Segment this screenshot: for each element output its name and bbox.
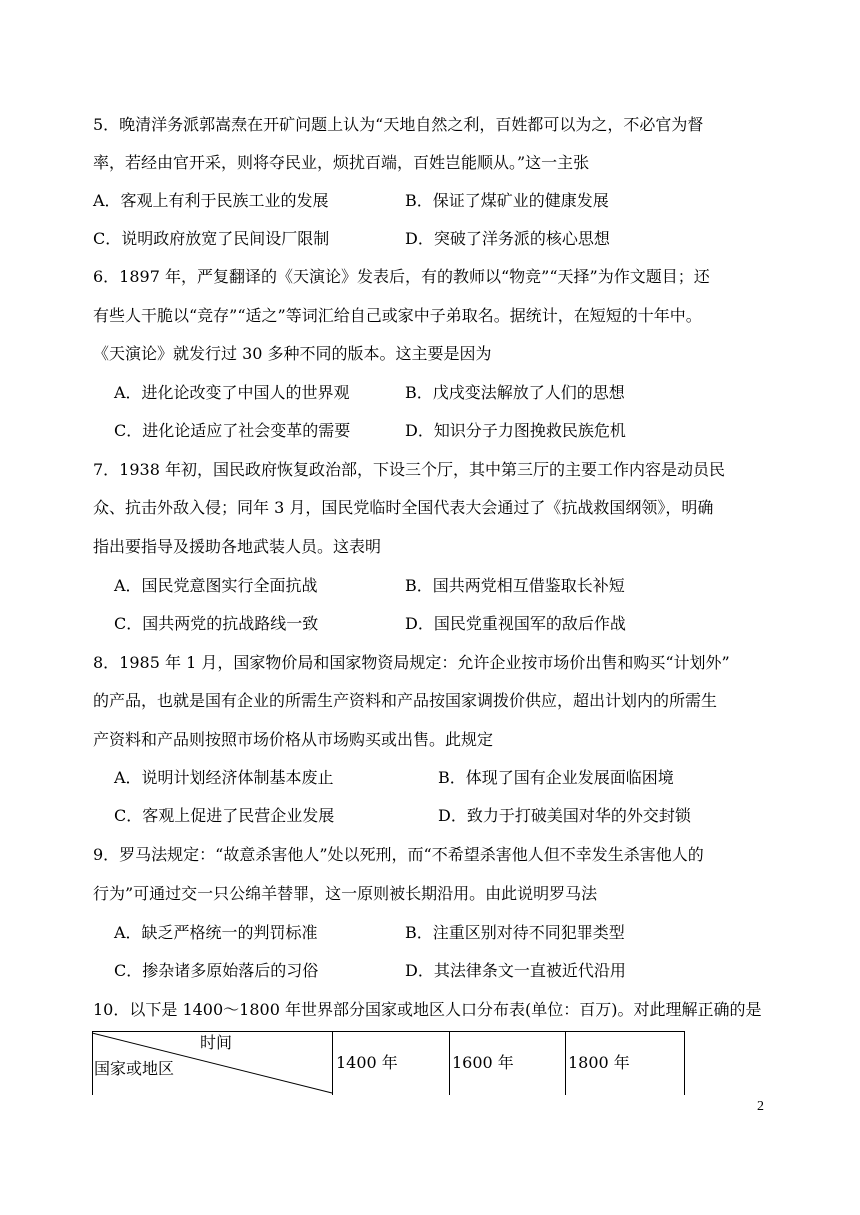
question-7-option-d: D．国民党重视国军的敌后作战 xyxy=(405,614,626,633)
question-10-line-1: 10．以下是 1400～1800 年世界部分国家或地区人口分布表(单位：百万)。对此理解正确的是 xyxy=(93,1000,762,1019)
question-5-line-1: 5．晚清洋务派郭嵩焘在开矿问题上认为“天地自然之利，百姓都可以为之，不必官为督 xyxy=(93,115,704,134)
question-9-option-b: B．注重区别对待不同犯罪类型 xyxy=(405,923,625,942)
question-8-option-c: C．客观上促进了民营企业发展 xyxy=(114,806,335,825)
question-9-option-d: D．其法律条文一直被近代沿用 xyxy=(405,961,626,980)
question-5-option-b: B．保证了煤矿业的健康发展 xyxy=(405,191,609,210)
question-6-option-a: A．进化论改变了中国人的世界观 xyxy=(114,383,350,402)
question-8-line-1: 8．1985 年 1 月，国家物价局和国家物资局规定：允许企业按市场价出售和购买“计划外” xyxy=(93,653,730,672)
question-9-option-c: C．掺杂诸多原始落后的习俗 xyxy=(114,961,319,980)
question-9-line-2: 行为”可通过交一只公绵羊替罪，这一原则被长期沿用。由此说明罗马法 xyxy=(93,884,598,903)
table-column-1400: 1400 年 xyxy=(336,1053,398,1072)
question-7-option-b: B．国共两党相互借鉴取长补短 xyxy=(405,576,625,595)
question-9-option-a: A．缺乏严格统一的判罚标准 xyxy=(114,923,318,942)
question-5-line-2: 率，若经由官开采，则将夺民业，烦扰百端，百姓岂能顺从。”这一主张 xyxy=(93,153,590,172)
question-6-line-3: 《天演论》就发行过 30 多种不同的版本。这主要是因为 xyxy=(93,344,492,363)
table-border-right xyxy=(684,1031,685,1095)
question-7-option-a: A．国民党意图实行全面抗战 xyxy=(114,576,318,595)
question-8-option-a: A．说明计划经济体制基本废止 xyxy=(114,768,334,787)
question-7-line-3: 指出要指导及援助各地武装人员。这表明 xyxy=(93,537,382,556)
question-6-option-b: B．戊戌变法解放了人们的思想 xyxy=(405,383,625,402)
question-6-line-1: 6．1897 年，严复翻译的《天演论》发表后，有的教师以“物竞”“天择”为作文题目；还 xyxy=(93,267,710,286)
question-7-line-1: 7．1938 年初，国民政府恢复政治部，下设三个厅，其中第三厅的主要工作内容是动员民 xyxy=(93,460,725,479)
question-6-option-d: D．知识分子力图挽救民族危机 xyxy=(405,421,626,440)
question-6-option-c: C．进化论适应了社会变革的需要 xyxy=(114,421,351,440)
question-5-option-c: C．说明政府放宽了民间设厂限制 xyxy=(93,229,330,248)
table-header-region: 国家或地区 xyxy=(94,1059,175,1078)
table-header-time: 时间 xyxy=(200,1033,233,1052)
question-8-line-2: 的产品，也就是国有企业的所需生产资料和产品按国家调拨价供应，超出计划内的所需生 xyxy=(93,691,718,710)
question-8-option-b: B．体现了国有企业发展面临困境 xyxy=(438,768,674,787)
table-column-1800: 1800 年 xyxy=(568,1053,630,1072)
table-border-col-3 xyxy=(565,1031,566,1095)
question-5-option-d: D．突破了洋务派的核心思想 xyxy=(405,229,610,248)
question-8-line-3: 产资料和产品则按照市场价格从市场购买或出售。此规定 xyxy=(93,730,494,749)
question-9-line-1: 9．罗马法规定：“故意杀害他人”处以死刑，而“不希望杀害他人但不幸发生杀害他人的 xyxy=(93,845,704,864)
table-border-col-2 xyxy=(449,1031,450,1095)
question-7-line-2: 众、抗击外敌入侵；同年 3 月，国民党临时全国代表大会通过了《抗战救国纲领》，明确 xyxy=(93,498,714,517)
population-table xyxy=(92,1031,685,1095)
question-8-option-d: D．致力于打破美国对华的外交封锁 xyxy=(438,806,691,825)
question-5-option-a: A．客观上有利于民族工业的发展 xyxy=(93,191,329,210)
question-6-line-2: 有些人干脆以“竞存”“适之”等词汇给自己或家中子弟取名。据统计，在短短的十年中。 xyxy=(93,306,702,325)
page-number: 2 xyxy=(757,1099,764,1114)
question-7-option-c: C．国共两党的抗战路线一致 xyxy=(114,614,319,633)
table-column-1600: 1600 年 xyxy=(452,1053,514,1072)
